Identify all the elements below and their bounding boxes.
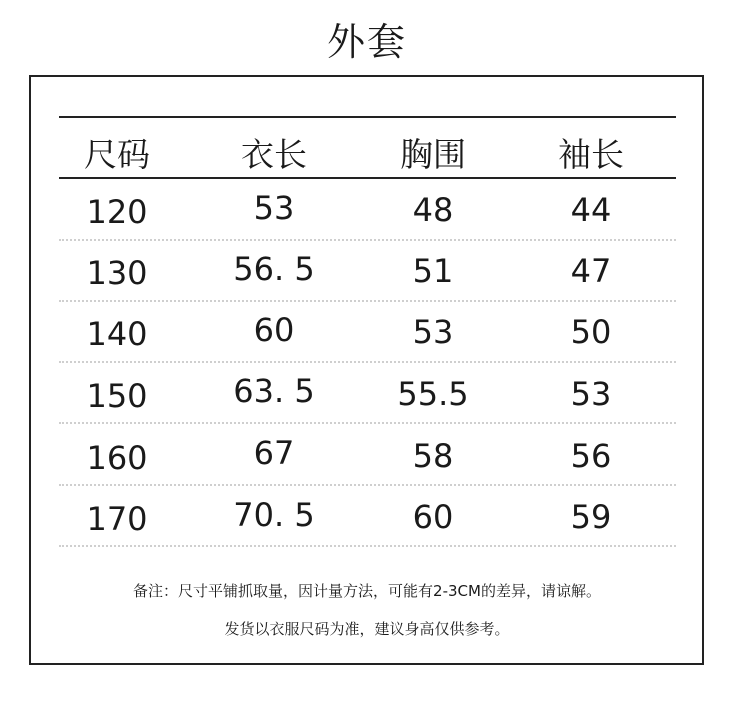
header-bottom-rule [59, 177, 676, 179]
length-cell: 53 [253, 189, 295, 227]
chest-cell: 53 [412, 313, 454, 351]
sleeve-cell: 59 [570, 498, 612, 536]
row-divider [59, 545, 676, 547]
row-divider [59, 484, 676, 486]
length-cell: 56. 5 [233, 250, 315, 288]
note-line-2: 发货以衣服尺码为准，建议身高仅供参考。 [224, 620, 510, 638]
sleeve-cell: 56 [570, 437, 612, 475]
chest-cell: 51 [412, 252, 454, 290]
header-size: 尺码 [84, 135, 150, 174]
row-divider [59, 361, 676, 363]
chest-cell: 60 [412, 498, 454, 536]
table-top-rule [59, 116, 676, 118]
note-line-1: 备注：尺寸平铺抓取量，因计量方法，可能有2-3CM的差异，请谅解。 [133, 582, 601, 600]
sleeve-cell: 44 [570, 191, 612, 229]
row-divider [59, 422, 676, 424]
length-cell: 67 [253, 434, 295, 472]
page-title: 外套 [326, 20, 407, 64]
sleeve-cell: 50 [570, 313, 612, 351]
size-cell: 130 [86, 254, 148, 292]
header-sleeve: 袖长 [558, 135, 624, 174]
size-cell: 140 [86, 315, 148, 353]
header-chest: 胸围 [400, 135, 466, 174]
row-divider [59, 239, 676, 241]
length-cell: 70. 5 [233, 496, 315, 534]
size-cell: 170 [86, 500, 148, 538]
size-cell: 150 [86, 377, 148, 415]
sleeve-cell: 47 [570, 252, 612, 290]
length-cell: 63. 5 [233, 372, 315, 410]
row-divider [59, 300, 676, 302]
sleeve-cell: 53 [570, 375, 612, 413]
header-length: 衣长 [241, 135, 307, 174]
chest-cell: 48 [412, 191, 454, 229]
chest-cell: 58 [412, 437, 454, 475]
size-cell: 120 [86, 193, 148, 231]
size-cell: 160 [86, 439, 148, 477]
length-cell: 60 [253, 311, 295, 349]
chest-cell: 55.5 [397, 375, 469, 413]
